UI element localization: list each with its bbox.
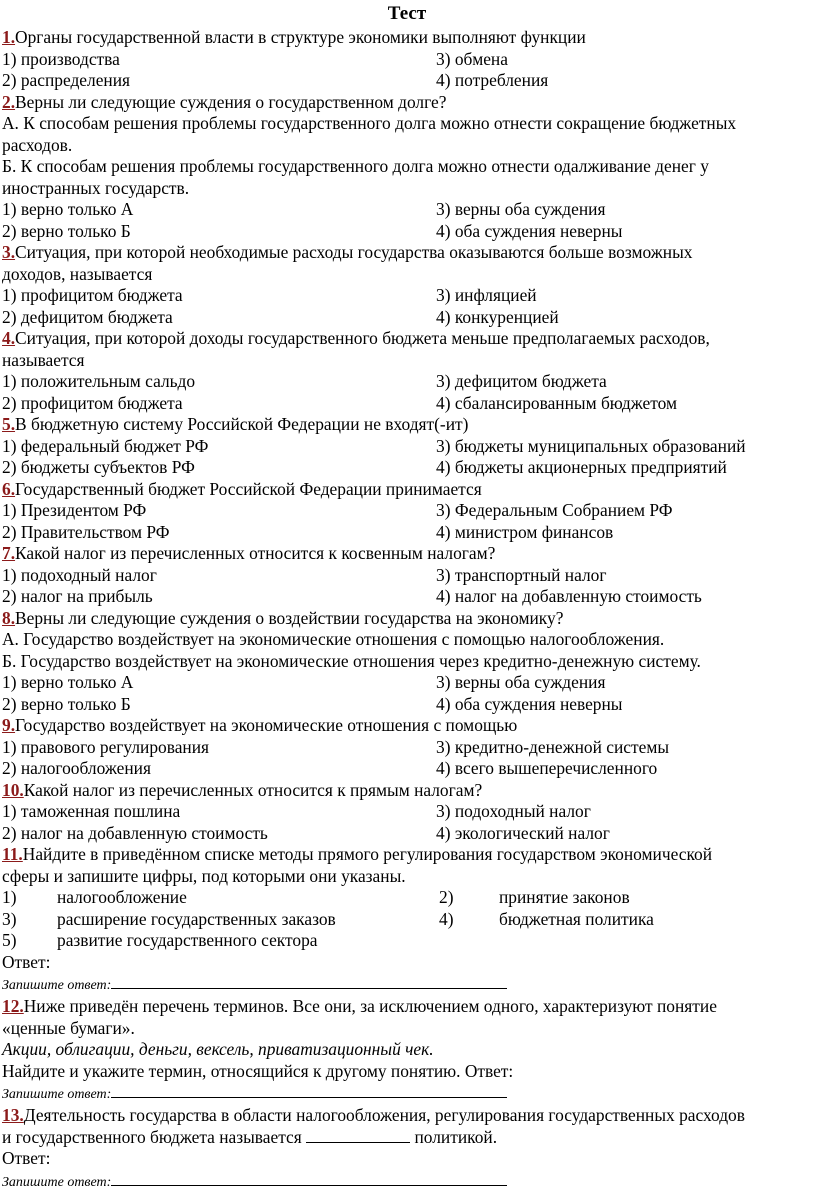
option: 2) дефицитом бюджета — [2, 306, 173, 327]
question-number: 4. — [2, 328, 16, 348]
answer-options — [2, 436, 812, 479]
question-text: Какой налог из перечисленных относится к косвенным налогам? — [15, 543, 496, 563]
answer-options — [2, 199, 812, 242]
option: 3) верны оба суждения — [436, 199, 606, 219]
question-number: 13. — [2, 1105, 24, 1125]
question-9 — [2, 715, 812, 780]
option: 2) налог на добавленную стоимость — [2, 822, 268, 843]
item-number: 1) — [2, 887, 17, 907]
option: 1) верно только А — [2, 199, 134, 219]
question-3 — [2, 242, 812, 328]
option: 3) транспортный налог — [436, 564, 607, 585]
write-answer-label: Запишите ответ: — [2, 978, 112, 993]
question-8 — [2, 608, 812, 716]
question-10 — [2, 780, 812, 845]
question-text: Ниже приведён перечень терминов. Все они, за исключением одного, характеризуют понятие — [23, 996, 717, 1016]
question-number: 11. — [2, 844, 23, 864]
question-11 — [2, 844, 812, 996]
answer-blank-line[interactable] — [111, 1083, 507, 1098]
answer-blank-line[interactable] — [111, 1171, 507, 1186]
question-text-cont: и государственного бюджета называется — [2, 1126, 302, 1147]
question-1 — [2, 27, 812, 92]
item-number: 5) — [2, 930, 17, 950]
question-number: 6. — [2, 478, 16, 499]
inline-blank[interactable] — [306, 1128, 410, 1143]
question-number: 8. — [2, 607, 16, 628]
option: 3) бюджеты муниципальных образований — [436, 435, 746, 456]
option: 3) обмена — [436, 48, 508, 69]
question-6 — [2, 479, 812, 544]
answer-options — [2, 49, 812, 92]
option: 4) экологический налог — [436, 822, 610, 843]
option: 3) дефицитом бюджета — [436, 371, 607, 391]
item-number: 2) — [439, 887, 454, 907]
option: 1) положительным сальдо — [2, 371, 196, 391]
task-text: Найдите и укажите термин, относящийся к другому понятию. Ответ: — [2, 1060, 514, 1081]
answer-options — [2, 500, 812, 543]
item-text: принятие законов — [499, 887, 630, 907]
option: 2) Правительством РФ — [2, 521, 170, 542]
option: 4) потребления — [436, 70, 549, 90]
option: 2) распределения — [2, 70, 131, 90]
option: 4) бюджеты акционерных предприятий — [436, 457, 727, 477]
option: 2) бюджеты субъектов РФ — [2, 457, 195, 477]
option: 1) профицитом бюджета — [2, 285, 183, 305]
question-text: Органы государственной власти в структуре экономики выполняют функции — [15, 27, 586, 47]
option: 4) оба суждения неверны — [436, 693, 623, 714]
item-text: расширение государственных заказов — [57, 908, 336, 929]
answer-blank-line[interactable] — [111, 974, 507, 989]
option: 1) производства — [2, 48, 120, 69]
question-text: Верны ли следующие суждения о государственном долге? — [15, 91, 447, 112]
write-answer-label: Запишите ответ: — [2, 1087, 112, 1102]
question-text: Ситуация, при которой необходимые расходы государства оказываются больше возможных — [15, 242, 693, 262]
question-text: Деятельность государства в области налогообложения, регулирования государственных расходов — [23, 1105, 745, 1125]
option: 4) оба суждения неверны — [436, 220, 623, 241]
option: 4) всего вышеперечисленного — [436, 758, 658, 778]
question-number: 9. — [2, 715, 16, 735]
answer-options — [2, 801, 812, 844]
question-text: В бюджетную систему Российской Федерации не входят(-ит) — [15, 414, 469, 434]
option: 3) верны оба суждения — [436, 672, 606, 692]
question-text-end: политикой. — [414, 1126, 498, 1147]
item-number: 3) — [2, 908, 17, 929]
question-7 — [2, 543, 812, 608]
question-number: 12. — [2, 996, 24, 1016]
item-text: развитие государственного сектора — [57, 930, 318, 950]
option: 1) федеральный бюджет РФ — [2, 435, 209, 456]
item-text: налогообложение — [57, 887, 187, 907]
answer-options — [2, 565, 812, 608]
question-number: 3. — [2, 242, 16, 262]
answer-label: Ответ: — [2, 951, 51, 972]
option: 4) министром финансов — [436, 521, 614, 542]
question-number: 5. — [2, 414, 16, 434]
option: 2) верно только Б — [2, 693, 131, 714]
statement-a-cont: расходов. — [2, 134, 73, 155]
question-text: Государство воздействует на экономические отношения с помощью — [15, 715, 518, 735]
option: 2) верно только Б — [2, 220, 131, 241]
item-text: бюджетная политика — [499, 908, 654, 929]
answer-options — [2, 737, 812, 780]
question-text-cont: называется — [2, 349, 85, 370]
item-number: 4) — [439, 908, 454, 929]
question-text: Найдите в приведённом списке методы прямого регулирования государством экономической — [22, 844, 713, 864]
option: 1) правового регулирования — [2, 736, 210, 757]
option: 2) налогообложения — [2, 758, 151, 778]
question-5 — [2, 414, 812, 479]
question-13 — [2, 1105, 812, 1193]
option: 1) подоходный налог — [2, 564, 157, 585]
question-number: 1. — [2, 27, 16, 47]
option: 4) конкуренцией — [436, 306, 559, 327]
question-text: Государственный бюджет Российской Федерации принимается — [15, 478, 482, 499]
test-document — [2, 3, 812, 1193]
statement-a: А. Государство воздействует на экономические отношения с помощью налогообложения. — [2, 629, 665, 649]
question-text-cont: «ценные бумаги». — [2, 1017, 135, 1038]
answer-label: Ответ: — [2, 1148, 51, 1168]
question-text-cont: доходов, называется — [2, 263, 153, 284]
option: 2) профицитом бюджета — [2, 392, 183, 413]
statement-b: Б. Государство воздействует на экономические отношения через кредитно-денежную систему. — [2, 650, 701, 671]
answer-options — [2, 672, 812, 715]
statement-b-cont: иностранных государств. — [2, 177, 190, 198]
question-text: Ситуация, при которой доходы государственного бюджета меньше предполагаемых расходов, — [15, 328, 710, 348]
terms-list: Акции, облигации, деньги, вексель, приватизационный чек. — [2, 1039, 434, 1059]
option: 3) инфляцией — [436, 285, 537, 305]
question-number: 7. — [2, 543, 16, 563]
option: 4) налог на добавленную стоимость — [436, 586, 702, 606]
question-number: 2. — [2, 91, 16, 112]
option: 2) налог на прибыль — [2, 586, 153, 606]
option: 1) Президентом РФ — [2, 500, 147, 520]
statement-b: Б. К способам решения проблемы государственного долга можно отнести одалживание денег у — [2, 156, 709, 176]
option: 1) таможенная пошлина — [2, 801, 181, 821]
question-12 — [2, 996, 812, 1105]
answer-options — [2, 285, 812, 328]
item-list — [2, 887, 812, 952]
option: 3) Федеральным Собранием РФ — [436, 500, 673, 520]
option: 4) сбалансированным бюджетом — [436, 392, 678, 413]
question-text: Верны ли следующие суждения о воздействии государства на экономику? — [15, 607, 564, 628]
write-answer-label: Запишите ответ: — [2, 1174, 112, 1190]
question-4 — [2, 328, 812, 414]
question-2 — [2, 92, 812, 243]
answer-options — [2, 371, 812, 414]
statement-a: А. К способам решения проблемы государственного долга можно отнести сокращение бюджетных — [2, 113, 737, 133]
option: 3) подоходный налог — [436, 801, 591, 821]
option: 1) верно только А — [2, 672, 134, 692]
question-text: Какой налог из перечисленных относится к прямым налогам? — [23, 779, 483, 800]
option: 3) кредитно-денежной системы — [436, 736, 670, 757]
question-number: 10. — [2, 779, 24, 800]
page-title: Тест — [387, 3, 427, 24]
question-text-cont: сферы и запишите цифры, под которыми они указаны. — [2, 865, 406, 886]
